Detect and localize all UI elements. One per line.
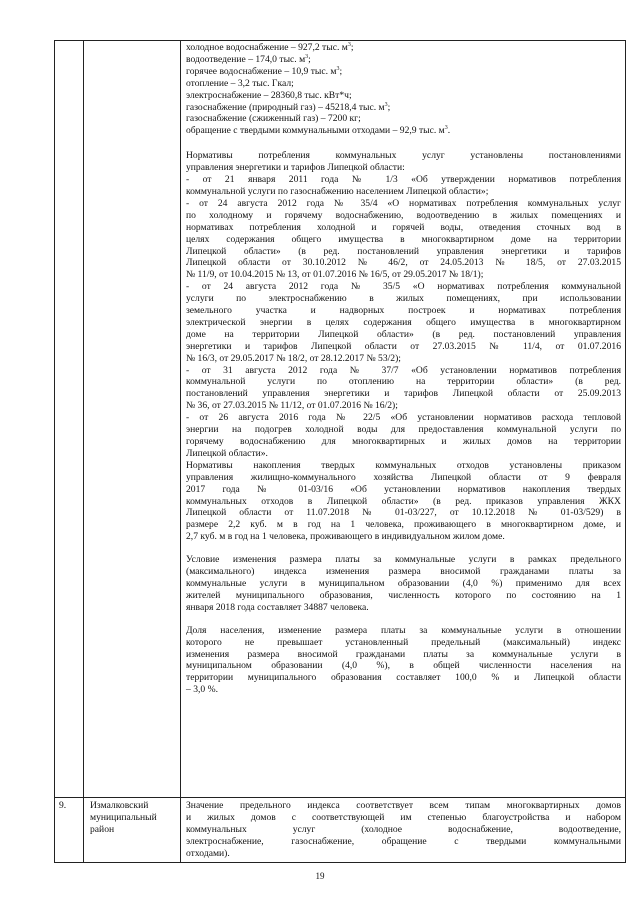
volume-line: электроснабжение – 28360,8 тыс. кВт*ч; [186,89,352,101]
district-name: Измалковский муниципальный район [90,800,157,835]
text-line: управления энергетики и тарифов Липецкой области: [186,162,405,174]
text-line: горячему водоснабжению для многоквартирных и жилых домов на территории [186,436,621,447]
text-line: 2017 года № 01-03/16 «Об установлении нормативов накопления твердых [186,483,621,495]
text-line: изменения размера вносимой гражданами платы за коммунальные услуги в [186,648,621,660]
row-number-cell [55,798,84,863]
row-number-cell [55,41,84,798]
text-line: Значение предельного индекса соответствует всем типам многоквартирных домов [186,800,621,811]
text-line: энергетики и тарифов Липецкой области от 27.03.2015 № 11/4, от 01.07.2016 [186,340,621,352]
district-cell [84,41,181,798]
text-line: № 11/9, от 10.04.2015 № 13, от 01.07.2016 № 16/5, от 29.05.2017 № 18/1); [186,269,484,281]
text-line: января 2018 года составляет 34887 человека. [186,601,369,613]
text-line: территории муниципального образования составляет 100,0 % и Липецкой области [186,672,621,684]
text-line: и жилых домов с соответствующей им степенью благоустройства и набором [186,811,621,823]
text-line: земельного участка и надворных построек и нормативах потребления [186,305,621,317]
condition-paragraph [186,554,621,614]
text-line: энергии на подогрев холодной воды для предоставления коммунальной услуги по [186,424,621,436]
text-line: электрической энергии в целях содержания общего имущества в многоквартирном [186,316,621,328]
text-line: отходами). [186,847,230,859]
text-line: – 3,0 %. [186,684,218,696]
volume-line: отопление – 3,2 тыс. Гкал; [186,77,294,89]
table-row [55,41,626,798]
text-line: электроснабжение, газоснабжение, обращение с твердыми коммунальными [186,835,621,847]
text-line: - от 24 августа 2012 года № 35/4 «О нормативах потребления коммунальных услуг [186,197,621,209]
text-line: Нормативы потребления коммунальных услуг установлены постановлениями [186,150,621,162]
text-line: - от 24 августа 2012 года № 35/5 «О нормативах потребления коммунальной [186,281,621,293]
text-line: Доля населения, изменение размера платы за коммунальные услуги в отношении [186,624,621,636]
text-line: управления жилищно-коммунального хозяйства Липецкой области от 9 февраля [186,471,621,483]
text-line: постановлений управления энергетики и тарифов Липецкой области от 25.09.2013 [186,388,621,400]
volume-line: холодное водоснабжение – 927,2 тыс. $м^3$; [186,41,354,53]
text-line: коммунальные услуги в муниципальном образовании (4,0 %) применимо для всех [186,577,621,589]
text-line: № 16/3, от 29.05.2017 № 18/2, от 28.12.2017 № 53/2); [186,352,401,364]
text-line: (максимального) индекса изменения размера вносимой гражданами платы за [186,566,621,578]
volume-line: газоснабжение (сжиженный газ) – 7200 кг; [186,113,361,125]
volume-line: обращение с твердыми коммунальными отходами – 92,9 тыс. $м^3$. [186,125,451,137]
row9-description [181,798,625,862]
text-line: - от 26 августа 2016 года № 22/5 «Об установлении нормативов расхода тепловой [186,412,621,424]
text-line: размере 2,2 куб. м в год на 1 человека, проживающего в многоквартирном доме, и [186,519,621,531]
text-line: жителей муниципального образования, численность которого по состоянию на 1 [186,589,621,601]
district-cell [84,798,181,863]
text-line: по холодному и горячему водоснабжению, водоотведению в жилых помещениях и [186,209,621,221]
description-cell [181,41,626,798]
text-line: № 36, от 27.03.2015 № 11/12, от 01.07.2016 № 16/2); [186,400,398,412]
page-number: 19 [315,871,325,881]
text-line: - от 31 августа 2012 года № 37/7 «Об установлении нормативов потребления [186,364,621,376]
text-line: целях содержания общего имущества в многоквартирном доме на территории [186,233,621,245]
row-number: 9. [59,800,67,811]
text-line: Липецкой области». [186,447,268,459]
text-line: Липецкой области от 30.10.2012 № 46/2, от 24.05.2013 № 18/5, от 27.03.2015 [186,257,621,269]
text-line: Липецкой области от 11.07.2018 № 01-03/227, от 10.12.2018 № 01-03/529) в [186,507,621,519]
volume-line: горячее водоснабжение – 10,9 тыс. $м^3$; [186,65,343,77]
volume-line: газоснабжение (природный газ) – 45218,4 тыс. $м^3$; [186,101,391,113]
text-line: коммунальных услуг (холодное водоснабжение, водоотведение, [186,823,621,835]
description-cell [181,798,626,863]
population-share-paragraph [186,625,621,696]
text-line: 2,7 куб. м в год на 1 человека, проживающего в индивидуальном жилом доме. [186,531,505,543]
text-line: услуги по электроснабжению в жилых помещениях, при использовании [186,293,621,305]
text-line: Липецкой области» (в ред. постановлений управления энергетики и тарифов [186,245,621,257]
index-table [54,40,626,863]
norms-paragraph [186,150,621,543]
text-line: Условие изменения размера платы за коммунальные услуги в рамках предельного [186,554,621,566]
text-line: коммунальной услуги по газоснабжению населением Липецкой области»; [186,185,489,197]
text-line: нормативах потребления холодной и горячей воды, отведения сточных вод в [186,221,621,233]
text-line: коммунальных отходов в Липецкой области» (в ред. приказов управления ЖКХ [186,495,621,507]
text-line: доме на территории Липецкой области» (в ред. постановлений управления [186,328,621,340]
text-line: которого не превышает установленный предельный (максимальный) индекс [186,636,621,648]
text-line: - от 21 января 2011 года № 1/3 «Об утверждении нормативов потребления [186,174,621,186]
table-row [55,798,626,863]
text-line: муниципальном образовании (4,0 %), в общей численности населения на [186,660,621,672]
text-line: коммунальной услуги по отоплению на территории области» (в ред. [186,376,621,388]
text-line: Нормативы накопления твердых коммунальных отходов установлены приказом [186,459,621,471]
volume-line: водоотведение – 174,0 тыс. $м^3$; [186,53,311,65]
